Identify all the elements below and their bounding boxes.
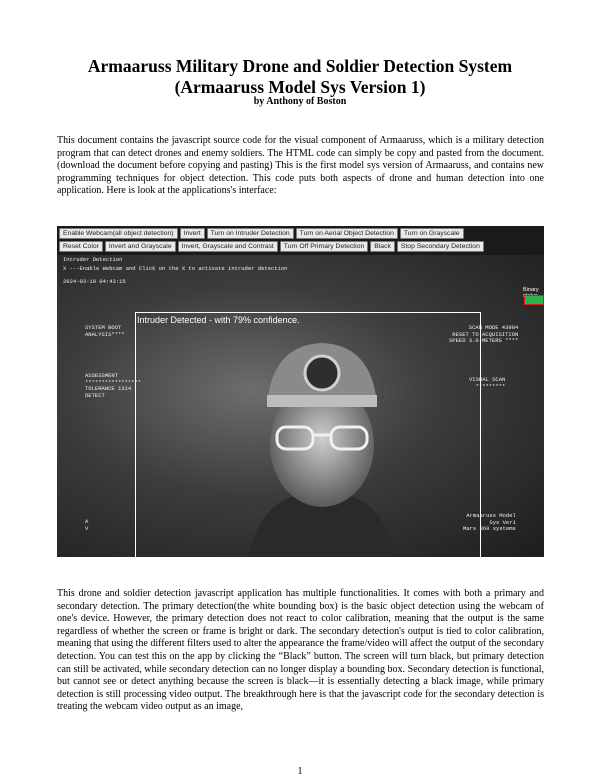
grayscale-button[interactable]: Turn on Grayscale	[400, 228, 464, 239]
aerial-detection-button[interactable]: Turn on Aerial Object Detection	[296, 228, 398, 239]
binary-status-fill	[525, 296, 543, 304]
page-number: 1	[297, 766, 303, 777]
right-panel-model-info: Armaaruss Model Sys Ver1 Mars 360 systems	[463, 512, 516, 532]
black-button[interactable]: Black	[370, 241, 395, 252]
intruder-detection-button[interactable]: Turn on Intruder Detection	[207, 228, 294, 239]
primary-detection-bounding-box	[135, 312, 481, 557]
detection-label: Intruder Detected - with 79% confidence.	[137, 315, 300, 325]
title-line-1: Armaaruss Military Drone and Soldier Detection System	[87, 56, 513, 76]
primary-detection-off-button[interactable]: Turn Off Primary Detection	[280, 241, 368, 252]
right-panel-scan-mode: SCAN MODE 43984 RESET TO ACQUISITION SPEED 3.0 METERS ****	[449, 324, 519, 344]
intro-paragraph: This document contains the javascript source code for the visual component of Armaaruss, which is a military detection program that can detect drones and enemy soldiers. The HTML code can simply be copy and pasted from the document. (download the document before copying and pasting) This is the first model sys version of Armaaruss, and contains new programming techniques for object detection. This code puts both aspects of drone and human detection into one application. Here is look at the applications's interface:	[57, 135, 544, 197]
button-row-1	[59, 228, 464, 239]
left-panel-av: A V	[85, 518, 89, 532]
reset-color-button[interactable]: Reset Color	[59, 241, 103, 252]
invert-button[interactable]: Invert	[180, 228, 205, 239]
invert-grayscale-contrast-button[interactable]: Invert, Grayscale and Contrast	[178, 241, 278, 252]
header-title: Intruder Detection	[63, 256, 123, 263]
left-panel-assessment: ASSESSMENT ***************** TOLERANCE 1314 DETECT	[85, 372, 142, 399]
invert-grayscale-button[interactable]: Invert and Grayscale	[105, 241, 176, 252]
button-row-2	[59, 241, 484, 252]
app-screenshot	[57, 226, 544, 557]
binary-status-label: Binary	[523, 287, 539, 293]
stop-secondary-detection-button[interactable]: Stop Secondary Detection	[397, 241, 484, 252]
left-panel-system-boot: SYSTEM BOOT ANALYSIS****	[85, 324, 125, 338]
byline: by Anthony of Boston	[253, 96, 347, 107]
timestamp: 2024-03-19 04:43:15	[63, 278, 126, 285]
header-hint[interactable]: X ---Enable Webcam and Click on the X to activate intruder detection	[63, 265, 288, 272]
body-paragraph: This drone and soldier detection javascript application has multiple functionalities. It comes with both a primary and secondary detection. The primary detection(the white bounding box) is the basic object detection using the webcam of one's device. However, the primary detection does not react to color calibration, meaning that the output is the same regardless of whether the screen or frame is bright or dark. The secondary detection's output is tied to color calibration, meaning that using the different filters used to alter the appearance the frame/video will affect the output of the secondary detection. You can test this on the app by clicking the “Black” button. The screen will turn black, but primary detection can still be activated, while secondary detection can no longer display a bounding box. Secondary detection is functional, but cannot see or detect anything because the screen is black—it is essentially detecting a black image, while primary detection is still processing video output. The breakthrough here is that the javascript code for the secondary detection is treating the webcam video output as an image,	[57, 588, 544, 713]
binary-status-bar	[524, 295, 544, 305]
enable-webcam-button[interactable]: Enable Webcam(all object detection)	[59, 228, 178, 239]
webcam-video-frame	[57, 255, 544, 557]
title-line-2: (Armaaruss Model Sys Version 1)	[174, 77, 426, 97]
document-title	[0, 56, 600, 98]
right-panel-visual-scan: VISUAL SCAN *********	[469, 376, 506, 390]
